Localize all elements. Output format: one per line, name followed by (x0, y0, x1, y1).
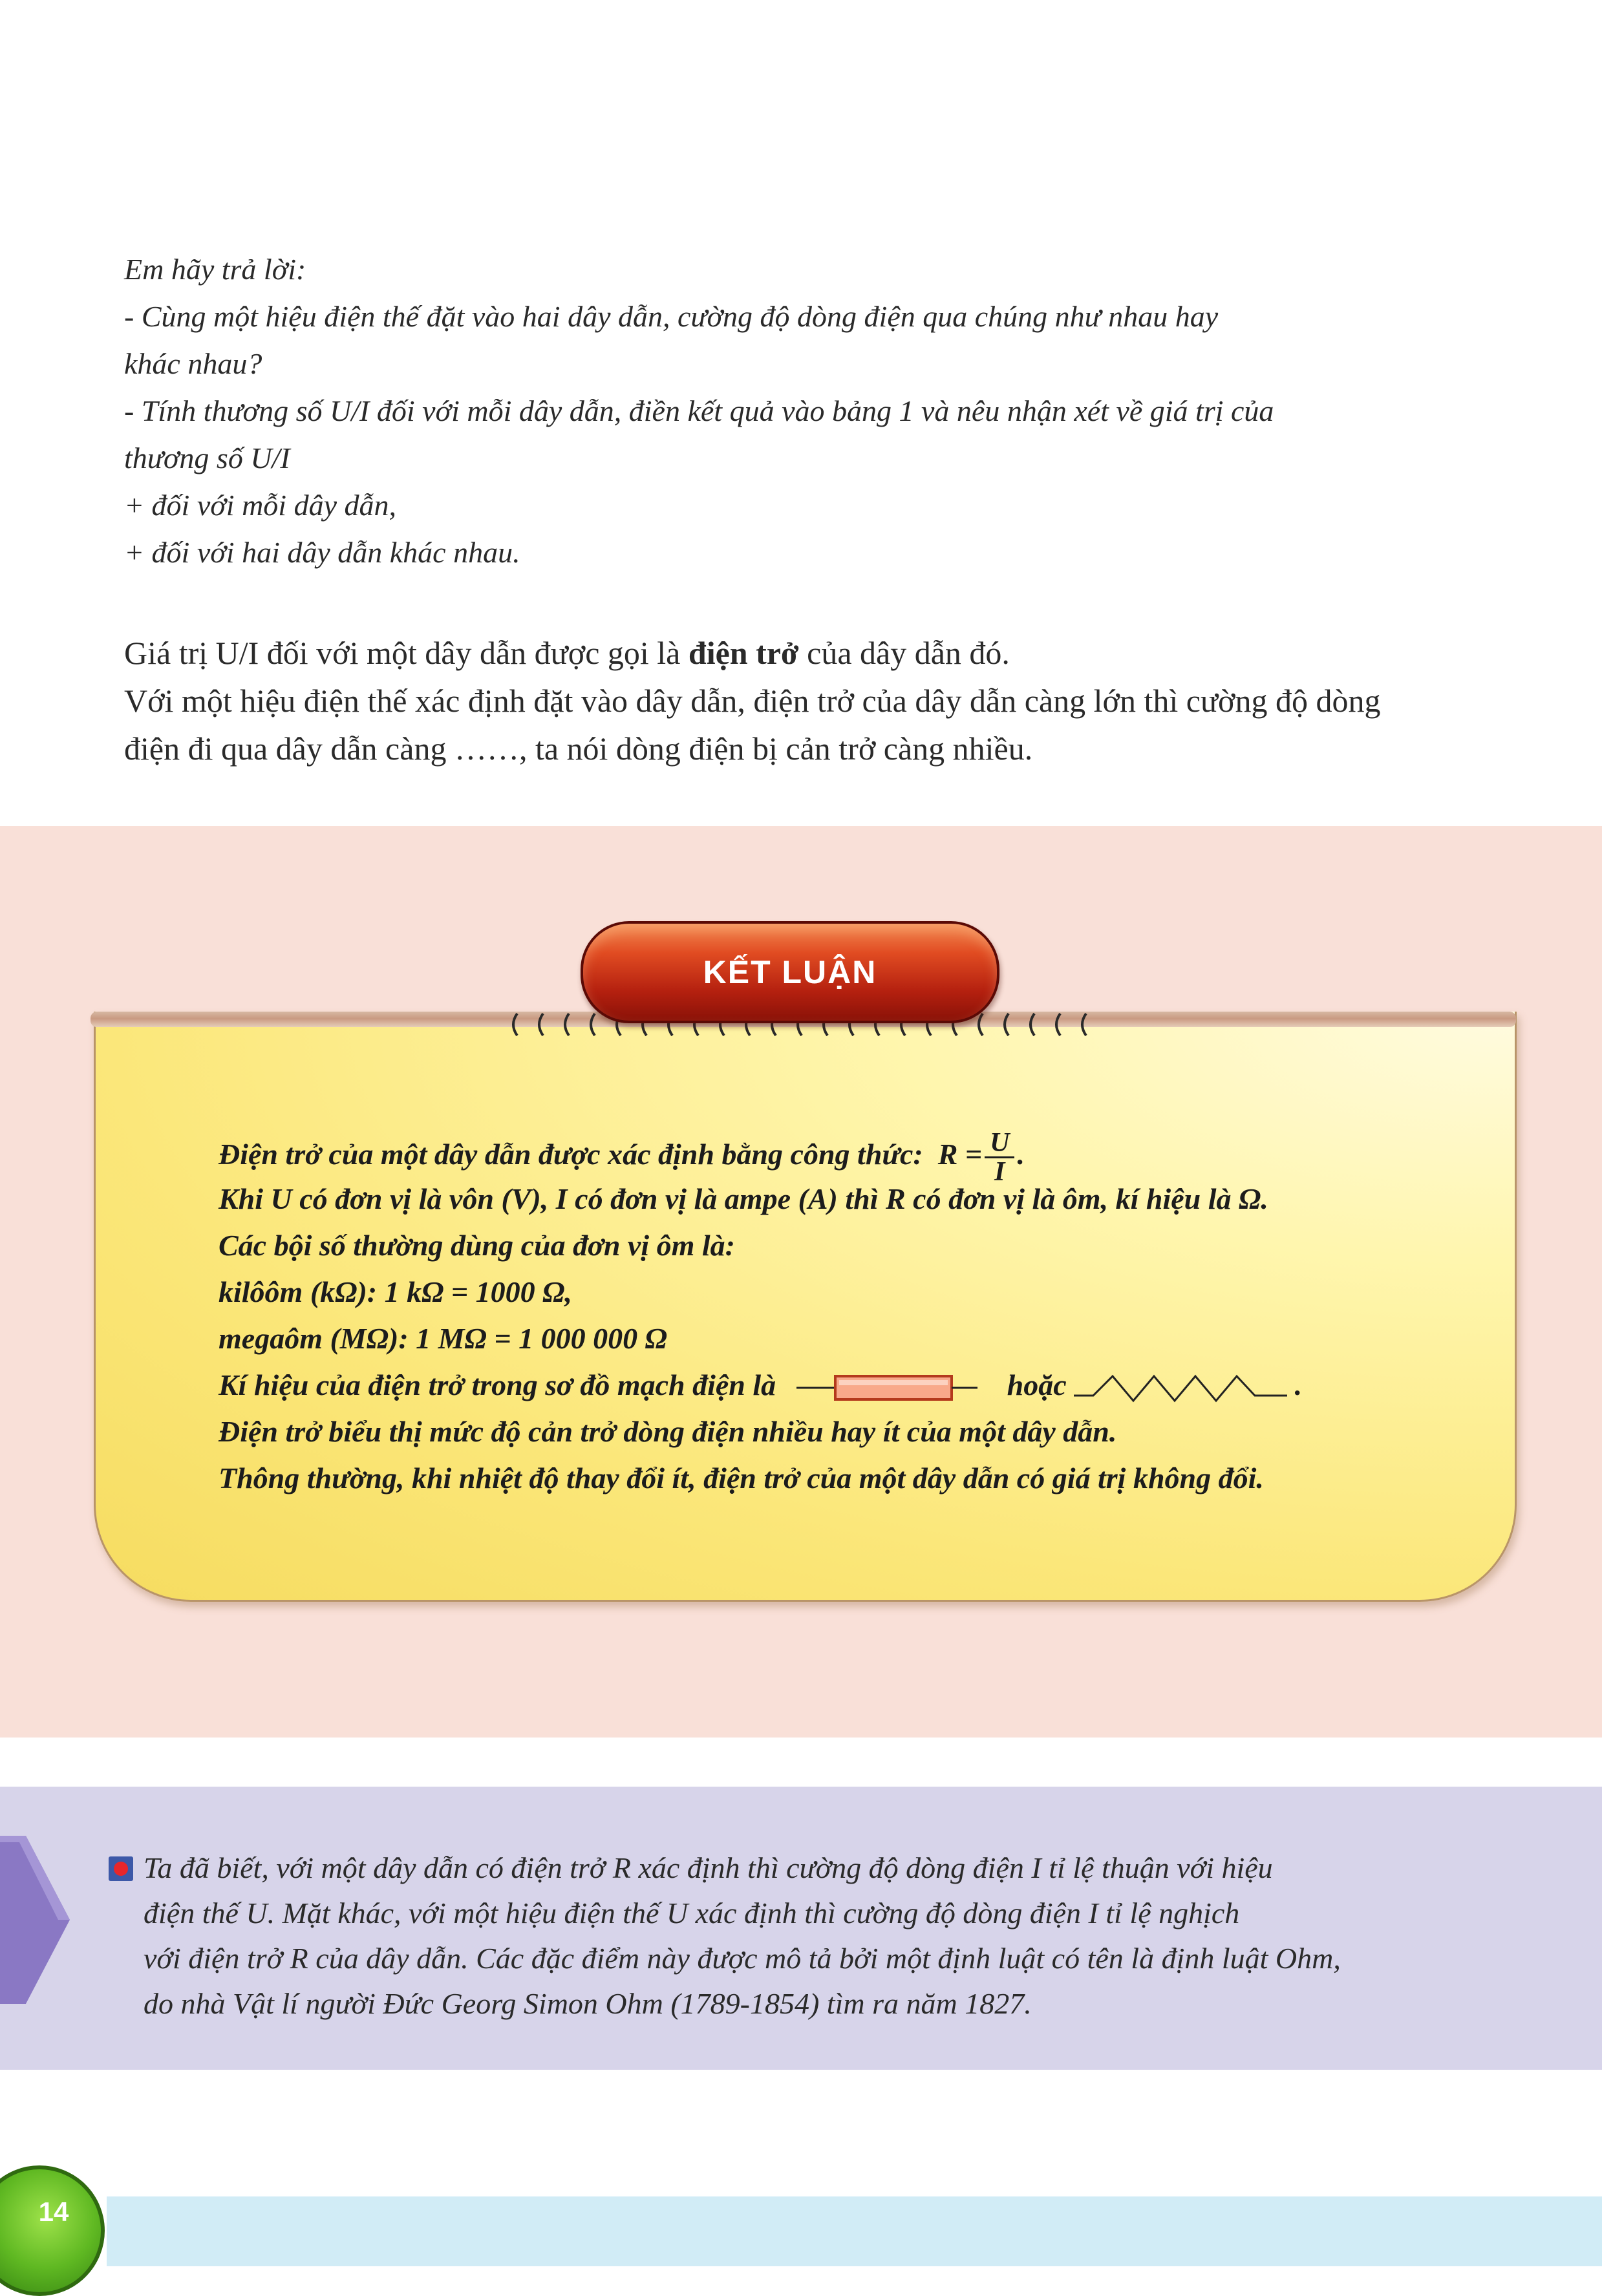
formula-label: Điện trở của một dây dẫn được xác định bằng công thức: (219, 1138, 923, 1171)
conclusion-line: kilôôm (kΩ): 1 kΩ = 1000 Ω, (219, 1275, 572, 1308)
question-line: thương số U/I (124, 441, 290, 474)
formula-lhs: R = (937, 1138, 983, 1171)
ohm-note-line: điện thế U. Mặt khác, với một hiệu điện thế U xác định thì cường độ dòng điện I tỉ lệ nghịch (144, 1897, 1240, 1929)
symbol-end: . (1294, 1368, 1303, 1401)
arrow-marker-icon (0, 1836, 74, 2004)
ohm-note-line: Ta đã biết, với một dây dẫn có điện trở R xác định thì cường độ dòng điện I tỉ lệ thuận với hiệu (144, 1851, 1273, 1884)
definition-text: Giá trị U/I đối với một dây dẫn được gọi là (124, 635, 689, 671)
definition-text: của dây dẫn đó. (798, 635, 1010, 671)
conclusion-line: Điện trở biểu thị mức độ cản trở dòng điện nhiều hay ít của một dây dẫn. (219, 1415, 1117, 1448)
conclusion-text (219, 1129, 1499, 1502)
fraction-denominator: I (994, 1157, 1005, 1187)
conclusion-title: KẾT LUẬN (581, 921, 999, 1023)
conclusion-line: Các bội số thường dùng của đơn vị ôm là: (219, 1229, 735, 1262)
question-intro: Em hãy trả lời: (124, 253, 306, 286)
page-badge (0, 2165, 105, 2296)
bullet-icon (109, 1856, 133, 1881)
question-line: - Cùng một hiệu điện thế đặt vào hai dây dẫn, cường độ dòng điện qua chúng như nhau hay (124, 300, 1219, 333)
ohm-note-line: với điện trở R của dây dẫn. Các đặc điểm này được mô tả bởi một định luật có tên là định luật Ohm, (144, 1942, 1341, 1975)
formula-end: . (1017, 1138, 1025, 1171)
ohm-note-text (144, 1845, 1533, 2026)
resistor-box-icon (784, 1368, 977, 1407)
definition-block (124, 629, 1495, 772)
conclusion-line: Khi U có đơn vị là vôn (V), I có đơn vị là ampe (A) thì R có đơn vị là ôm, kí hiệu là Ω. (219, 1182, 1268, 1215)
definition-line-1 (124, 629, 1495, 677)
ohm-note-line: do nhà Vật lí người Đức Georg Simon Ohm (1789-1854) tìm ra năm 1827. (144, 1987, 1032, 2020)
page-number: 14 (38, 2196, 69, 2227)
question-block (124, 246, 1482, 576)
symbol-line (219, 1362, 1499, 1408)
formula-line (219, 1128, 1499, 1187)
resistor-zigzag-icon (1074, 1368, 1287, 1407)
question-line: khác nhau? (124, 347, 262, 380)
footer-bar (107, 2196, 1602, 2266)
definition-line-3: điện đi qua dây dẫn càng ……, ta nói dòng điện bị cản trở càng nhiều. (124, 730, 1033, 767)
question-line: - Tính thương số U/I đối với mỗi dây dẫn, điền kết quả vào bảng 1 và nêu nhận xét về giá trị của (124, 394, 1274, 427)
definition-line-2: Với một hiệu điện thế xác định đặt vào dây dẫn, điện trở của dây dẫn càng lớn thì cường độ dòng (124, 683, 1381, 719)
fraction-numerator: U (985, 1129, 1014, 1158)
conclusion-line: Thông thường, khi nhiệt độ thay đổi ít, điện trở của một dây dẫn có giá trị không đổi. (219, 1462, 1264, 1494)
symbol-label: Kí hiệu của điện trở trong sơ đồ mạch điện là (219, 1368, 776, 1401)
question-line: + đối với mỗi dây dẫn, (124, 489, 396, 522)
conclusion-line: megaôm (MΩ): 1 MΩ = 1 000 000 Ω (219, 1322, 667, 1355)
symbol-or: hoặc (1007, 1368, 1067, 1401)
definition-term: điện trở (688, 635, 799, 671)
question-line: + đối với hai dây dẫn khác nhau. (124, 536, 520, 569)
